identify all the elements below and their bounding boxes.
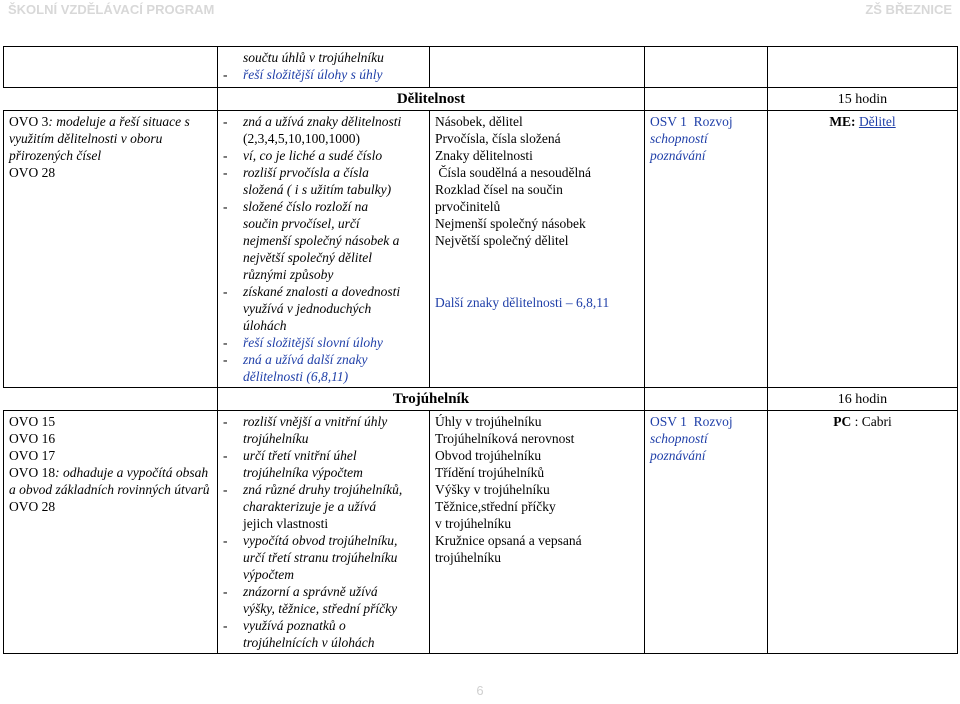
- content-item: Kružnice opsaná a vepsaná: [435, 533, 582, 548]
- content-item: Znaky dělitelnosti: [435, 148, 533, 163]
- continuation-theme-cell: [645, 47, 768, 88]
- outcome-item: - zná různé druhy trojúhelníků, charakterizuje je a užívá jejich vlastnosti: [223, 482, 403, 531]
- outcome-item: - ví, co je liché a sudé číslo: [223, 148, 383, 163]
- section-title-delitelnost: Dělitelnost: [218, 88, 645, 111]
- continuation-other-cell: [768, 47, 958, 88]
- section-hours: 15 hodin: [768, 88, 958, 111]
- me-link[interactable]: Dělitel: [858, 114, 896, 129]
- outcome-item: - řeší složitější slovní úlohy: [223, 335, 383, 350]
- outcome-item: - rozliší prvočísla a čísla složená ( i s užitím tabulky): [223, 165, 392, 197]
- page-header: [8, 0, 952, 18]
- theme-cell: OSV 1 Rozvoj schopností poznávání: [645, 411, 768, 654]
- section-heading-row: [4, 88, 958, 111]
- content-item: Čísla soudělná a nesoudělná: [435, 165, 591, 180]
- section-hours: 16 hodin: [768, 388, 958, 411]
- outcomes-cell: [218, 111, 430, 388]
- outcome-item: součtu úhlů v trojúhelníku: [243, 50, 384, 65]
- outcome-item: - zná a užívá další znaky dělitelnosti (6,8,11): [223, 352, 368, 384]
- ovo-cell: OVO 15 OVO 16 OVO 17 OVO 18: odhaduje a vypočítá obsah a obvod základních rovinných útvarů OVO 28: [4, 411, 218, 654]
- ovo-cell: OVO 3: modeluje a řeší situace s využitím dělitelnosti v oboru přirozených čísel OVO 28: [4, 111, 218, 388]
- curriculum-table: [3, 46, 958, 654]
- content-item: Obvod trojúhelníku: [435, 448, 542, 463]
- pc-label: PC: [833, 414, 852, 429]
- content-item: Rozklad čísel na součin: [435, 182, 563, 197]
- section-body-row: [4, 111, 958, 388]
- content-item: Třídění trojúhelníků: [435, 465, 545, 480]
- outcome-item: - rozliší vnější a vnitřní úhly trojúhelníku: [223, 414, 388, 446]
- outcomes-cell: [218, 411, 430, 654]
- outcome-item: - řeší složitější úlohy s úhly: [223, 67, 383, 82]
- me-label: ME:: [829, 114, 856, 129]
- content-item: Největší společný dělitel: [435, 233, 569, 248]
- outcome-item: - získané znalosti a dovednosti využívá v jednoduchých úlohách: [223, 284, 401, 333]
- page-number: 6: [476, 683, 484, 698]
- section-heading-row: [4, 388, 958, 411]
- content-item: Nejmenší společný násobek: [435, 216, 586, 231]
- outcome-item: - složené číslo rozloží na součin prvočísel, určí nejmenší společný násobek a největší společný dělitel různými způsoby: [223, 199, 400, 282]
- outcome-item: - znázorní a správně užívá výšky, těžnice, střední příčky: [223, 584, 398, 616]
- outcome-item: - zná a užívá znaky dělitelnosti (2,3,4,5,10,100,1000): [223, 114, 402, 146]
- continuation-content-cell: [430, 47, 645, 88]
- content-extra: Další znaky dělitelnosti – 6,8,11: [435, 295, 610, 310]
- section-body-row: [4, 411, 958, 654]
- continuation-ovo-cell: [4, 47, 218, 88]
- content-item: Těžnice,střední příčky: [435, 499, 556, 514]
- content-item: Prvočísla, čísla složená: [435, 131, 561, 146]
- continuation-row: [4, 47, 958, 88]
- content-item: trojúhelníku: [435, 550, 501, 565]
- outcome-item: - vypočítá obvod trojúhelníku, určí třetí stranu trojúhelníku výpočtem: [223, 533, 398, 582]
- section-title-trojuhelnik: Trojúhelník: [218, 388, 645, 411]
- content-item: Trojúhelníková nerovnost: [435, 431, 575, 446]
- content-cell: [430, 111, 645, 388]
- outcome-item: - určí třetí vnitřní úhel trojúhelníka výpočtem: [223, 448, 363, 480]
- content-item: prvočinitelů: [435, 199, 501, 214]
- content-item: v trojúhelníku: [435, 516, 512, 531]
- theme-cell: OSV 1 Rozvoj schopností poznávání: [645, 111, 768, 388]
- header-school-program: ŠKOLNÍ VZDĚLÁVACÍ PROGRAM: [8, 2, 215, 17]
- header-school-name: ZŠ BŘEZNICE: [865, 2, 952, 17]
- other-cell: [768, 411, 958, 654]
- pc-text: : Cabri: [851, 414, 892, 429]
- content-item: Úhly v trojúhelníku: [435, 414, 542, 429]
- content-item: Výšky v trojúhelníku: [435, 482, 550, 497]
- continuation-outcomes-cell: [218, 47, 430, 88]
- outcome-item: - využívá poznatků o trojúhelnících v úlohách: [223, 618, 375, 650]
- content-item: Násobek, dělitel: [435, 114, 523, 129]
- other-cell: [768, 111, 958, 388]
- content-cell: [430, 411, 645, 654]
